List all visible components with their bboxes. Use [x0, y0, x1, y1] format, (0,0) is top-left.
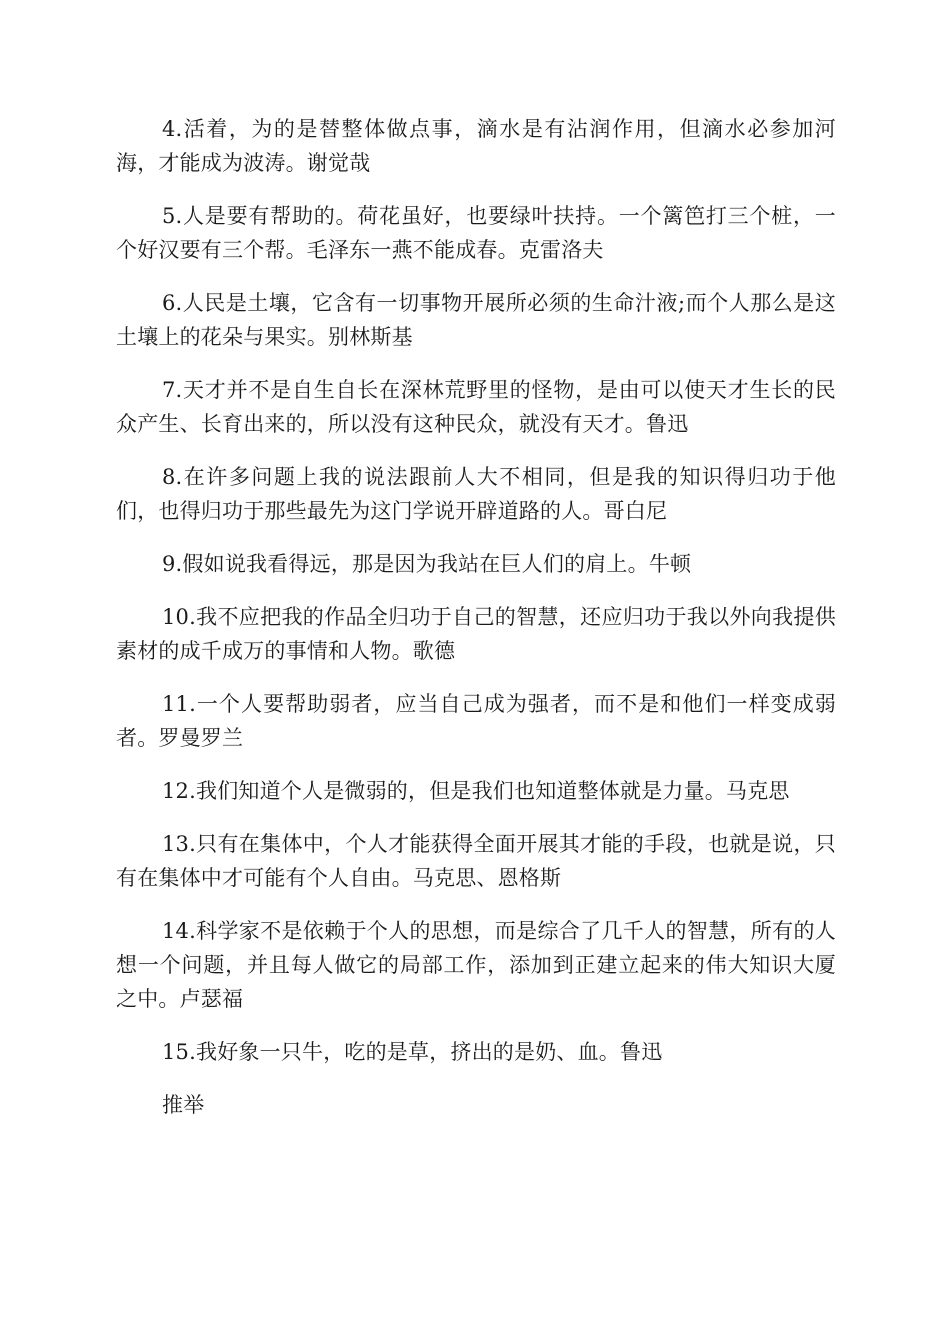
quote-paragraph-4: 4.活着，为的是替整体做点事，滴水是有沾润作用，但滴水必参加河海，才能成为波涛。谢觉哉 — [116, 117, 836, 175]
quote-paragraph-10: 10.我不应把我的作品全归功于自己的智慧，还应归功于我以外向我提供素材的成千成万的事情和人物。歌德 — [116, 605, 836, 663]
quote-paragraph-14: 14.科学家不是依赖于个人的思想，而是综合了几千人的智慧，所有的人想一个问题，并且每人做它的局部工作，添加到正建立起来的伟大知识大厦之中。卢瑟福 — [116, 919, 836, 1011]
quote-paragraph-7: 7.天才并不是自生自长在深林荒野里的怪物，是由可以使天才生长的民众产生、长育出来的，所以没有这种民众，就没有天才。鲁迅 — [116, 378, 836, 436]
quote-paragraph-9: 9.假如说我看得远，那是因为我站在巨人们的肩上。牛顿 — [162, 552, 692, 576]
document-body — [116, 112, 836, 1141]
quote-paragraph-15: 15.我好象一只牛，吃的是草，挤出的是奶、血。鲁迅 — [162, 1040, 663, 1064]
quote-paragraph-5: 5.人是要有帮助的。荷花虽好，也要绿叶扶持。一个篱笆打三个桩，一个好汉要有三个帮。毛泽东一燕不能成春。克雷洛夫 — [116, 204, 836, 262]
quote-paragraph-13: 13.只有在集体中，个人才能获得全面开展其才能的手段，也就是说，只有在集体中才可能有个人自由。马克思、恩格斯 — [116, 832, 836, 890]
recommend-heading: 推举 — [162, 1093, 205, 1117]
quote-paragraph-6: 6.人民是土壤，它含有一切事物开展所必须的生命汁液;而个人那么是这土壤上的花朵与果实。别林斯基 — [116, 291, 836, 349]
quote-paragraph-8: 8.在许多问题上我的说法跟前人大不相同，但是我的知识得归功于他们，也得归功于那些最先为这门学说开辟道路的人。哥白尼 — [116, 465, 836, 523]
quote-paragraph-11: 11.一个人要帮助弱者，应当自己成为强者，而不是和他们一样变成弱者。罗曼罗兰 — [116, 692, 836, 750]
quote-paragraph-12: 12.我们知道个人是微弱的，但是我们也知道整体就是力量。马克思 — [162, 779, 790, 803]
